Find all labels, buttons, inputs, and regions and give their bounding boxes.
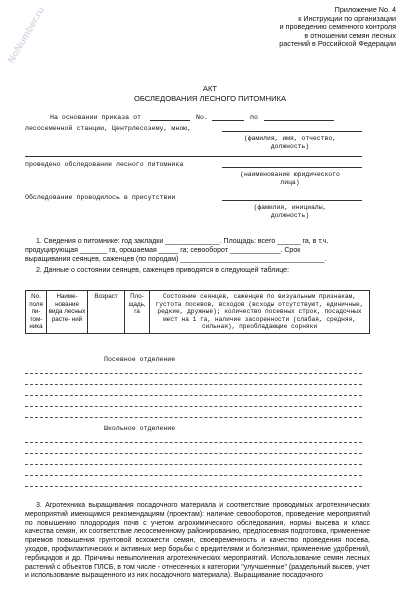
inspected-text: проведено обследование лесного питомника bbox=[25, 161, 184, 168]
appendix-block bbox=[226, 6, 396, 49]
order-po-line[interactable] bbox=[264, 120, 334, 121]
school-line[interactable] bbox=[25, 486, 362, 487]
appendix-line: растений в Российской Федерации bbox=[279, 39, 396, 49]
seedlings-table bbox=[25, 290, 370, 334]
person-caption: (фамилия, имя, отчество, должность) bbox=[243, 135, 337, 150]
table-header-species: Наиме- нование вида лесных расте- ний bbox=[47, 291, 88, 334]
section2-text: 2. Данные о состоянии сеянцев, саженцев приводятся в следующей таблице: bbox=[36, 267, 290, 274]
order-po-label: по bbox=[250, 114, 258, 121]
sowing-section-label: Посевное отделение bbox=[104, 356, 176, 363]
order-prefix: На основании приказа от bbox=[50, 114, 142, 121]
sowing-line[interactable] bbox=[25, 373, 362, 374]
table-header-row bbox=[26, 291, 370, 334]
presence-text: Обследование проводилось в присутствии bbox=[25, 194, 176, 201]
school-section-label: Школьное отделение bbox=[104, 425, 176, 432]
table-header-field-no: No. поля пи- том- ника bbox=[26, 291, 47, 334]
inspector-name-line[interactable] bbox=[222, 131, 362, 132]
act-subtitle: ОБСЛЕДОВАНИЯ ЛЕСНОГО ПИТОМНИКА bbox=[133, 94, 287, 103]
table-header-condition: Состояние сеянцев, саженцев по визуальным признакам, густота посевов, всходов (всходы отсутствуют, единичные, редкие, дружные); количество посевных строк, посадочных мест на 1 га, наличие засоренности (слабая, средняя, сильная), преобладающие сорняки bbox=[150, 291, 370, 334]
appendix-line: к Инструкции по организации bbox=[298, 13, 396, 23]
section1-line1: 1. Сведения о питомнике: год закладки ______________. Площадь: всего ______ га, в т.ч. bbox=[36, 238, 329, 245]
nursery-line[interactable] bbox=[222, 167, 362, 168]
sowing-line[interactable] bbox=[25, 384, 362, 385]
order-no-line[interactable] bbox=[212, 120, 244, 121]
inspector-extra-line[interactable] bbox=[25, 156, 362, 157]
section1-line2: продуцирующая _______ га, орошаемая _____ га; севооборот _____________. Срок bbox=[25, 247, 301, 254]
watermark: NoNumber.ru bbox=[6, 5, 48, 66]
school-line[interactable] bbox=[25, 475, 362, 476]
station-text: лесосеменной станции, Центрлесозему, мною, bbox=[25, 125, 192, 132]
sowing-line[interactable] bbox=[25, 395, 362, 396]
section3-text: 3. Агротехника выращивания посадочного материала и соответствие проводимых агротехнических мероприятий имеющимся рекомендациям (проектам): наличие севооборотов, проведение мероприятий по повышению плодородия почв с учетом агрохимического обследования, нормы высева и класс качества семян, их соответствие лесосеменному районированию, предпосевная подготовка, применение приемов повышения грунтовой всхожести семян, своевременность и качество проведения посева, уходов, профилактических и активных мер борьбы с вредителями и болезнями, применение удобрений, гербицидов и др. Причины невыполнения агротехнических мероприятий. Использование семян лесных растений с объектов ПЛСБ, в том числе - отнесенных к категории "улучшенные" (раздельный высев, учет и использование выращенного из них посадочного материала). Выращивание посадочного bbox=[25, 502, 370, 580]
appendix-line: и проведению семенного контроля bbox=[279, 22, 396, 32]
sowing-line[interactable] bbox=[25, 417, 362, 418]
appendix-line: Приложение No. 4 bbox=[334, 5, 396, 14]
school-line[interactable] bbox=[25, 464, 362, 465]
table-header-area: Пло- щадь, га bbox=[125, 291, 150, 334]
school-line[interactable] bbox=[25, 453, 362, 454]
presence-line[interactable] bbox=[222, 200, 362, 201]
appendix-line: в отношении семян лесных bbox=[304, 30, 396, 40]
act-title: АКТ bbox=[202, 84, 218, 93]
section1-line3: выращивания сеянцев, саженцев (по породам) _____________________________________. bbox=[25, 256, 327, 263]
school-line[interactable] bbox=[25, 442, 362, 443]
table-header-age: Возраст bbox=[88, 291, 125, 334]
initials-caption: (фамилия, инициалы, должность) bbox=[253, 204, 327, 219]
sowing-line[interactable] bbox=[25, 406, 362, 407]
legal-caption: (наименование юридического лица) bbox=[240, 171, 340, 186]
order-no-label: No. bbox=[196, 114, 208, 121]
order-date-line[interactable] bbox=[150, 120, 190, 121]
